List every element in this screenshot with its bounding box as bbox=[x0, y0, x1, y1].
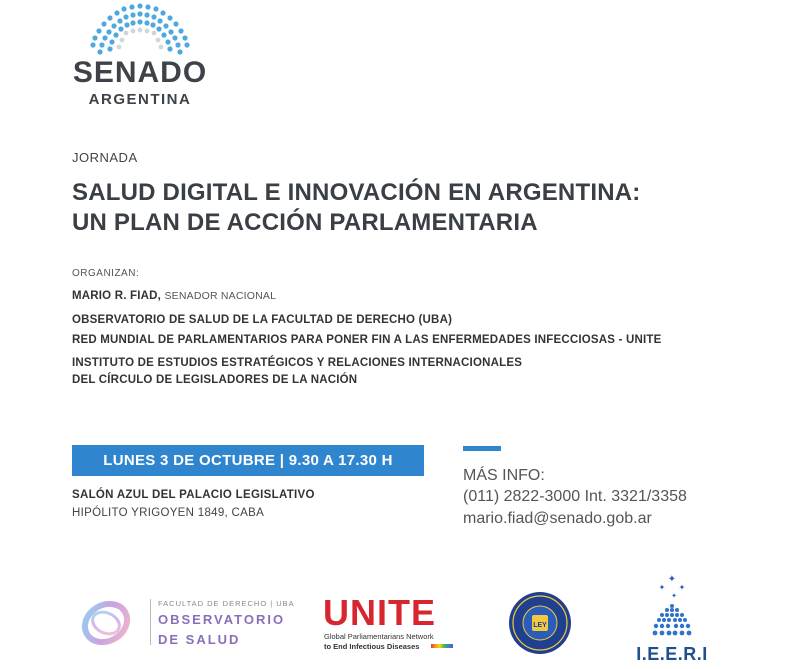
svg-text:✦: ✦ bbox=[671, 592, 677, 600]
observatorio-swirl-icon bbox=[78, 595, 134, 651]
svg-text:✦: ✦ bbox=[658, 583, 666, 592]
observatorio-name-line1: OBSERVATORIO bbox=[158, 612, 286, 627]
venue-address: HIPÓLITO YRIGOYEN 1849, CABA bbox=[72, 507, 265, 519]
organizers-label: ORGANIZAN: bbox=[72, 268, 140, 279]
contact-email: mario.fiad@senado.gob.ar bbox=[463, 510, 652, 527]
unite-subtitle-line2: to End Infectious Diseases bbox=[324, 642, 420, 651]
observatorio-name-line2: DE SALUD bbox=[158, 632, 241, 647]
unite-wordmark: UNITE bbox=[323, 592, 436, 633]
organizer-instituto-line2: DEL CÍRCULO DE LEGISLADORES DE LA NACIÓN bbox=[72, 374, 358, 386]
organizer-person-role: SENADOR NACIONAL bbox=[164, 290, 277, 302]
observatorio-divider bbox=[150, 599, 151, 645]
organizer-person bbox=[72, 290, 276, 302]
organizer-instituto-line1: INSTITUTO DE ESTUDIOS ESTRATÉGICOS Y RELACIONES INTERNACIONALES bbox=[72, 357, 523, 369]
observatorio-faculty: FACULTAD DE DERECHO | UBA bbox=[158, 599, 295, 608]
svg-text:✦: ✦ bbox=[678, 583, 686, 592]
contact-label: MÁS INFO: bbox=[463, 467, 545, 484]
circulo-seal-icon bbox=[502, 590, 578, 656]
event-type: JORNADA bbox=[72, 150, 138, 165]
organizer-person-name: MARIO R. FIAD, bbox=[72, 290, 162, 302]
senado-logo bbox=[70, 0, 210, 110]
event-title bbox=[72, 178, 640, 238]
senado-logo-title: SENADO bbox=[72, 56, 208, 89]
circulo-center-text: LEY bbox=[533, 622, 547, 629]
event-title-line1: SALUD DIGITAL E INNOVACIÓN EN ARGENTINA: bbox=[72, 179, 641, 206]
senado-logo-subtitle: ARGENTINA bbox=[88, 91, 192, 108]
unite-color-stripe bbox=[431, 644, 453, 648]
ieeri-wordmark: I.E.E.R.I bbox=[636, 644, 708, 664]
ieeri-dome-icon bbox=[632, 572, 712, 644]
ieeri-logo bbox=[632, 572, 712, 664]
contact-phone: (011) 2822-3000 Int. 3321/3358 bbox=[463, 488, 687, 505]
unite-logo bbox=[323, 592, 463, 654]
circulo-legisladores-seal bbox=[502, 590, 578, 656]
organizer-unite: RED MUNDIAL DE PARLAMENTARIOS PARA PONER FIN A LAS ENFERMEDADES INFECCIOSAS - UNITE bbox=[72, 334, 662, 346]
event-title-line2: UN PLAN DE ACCIÓN PARLAMENTARIA bbox=[72, 209, 538, 236]
organizer-observatorio: OBSERVATORIO DE SALUD DE LA FACULTAD DE DERECHO (UBA) bbox=[72, 314, 453, 326]
venue-name: SALÓN AZUL DEL PALACIO LEGISLATIVO bbox=[72, 489, 315, 501]
senado-dots-icon bbox=[88, 0, 192, 56]
observatorio-logo bbox=[78, 595, 308, 655]
info-accent-bar bbox=[463, 446, 501, 451]
unite-subtitle-line1: Global Parliamentarians Network bbox=[324, 632, 434, 641]
date-time-banner: LUNES 3 DE OCTUBRE | 9.30 A 17.30 H bbox=[72, 445, 424, 476]
svg-text:✦: ✦ bbox=[667, 574, 677, 585]
